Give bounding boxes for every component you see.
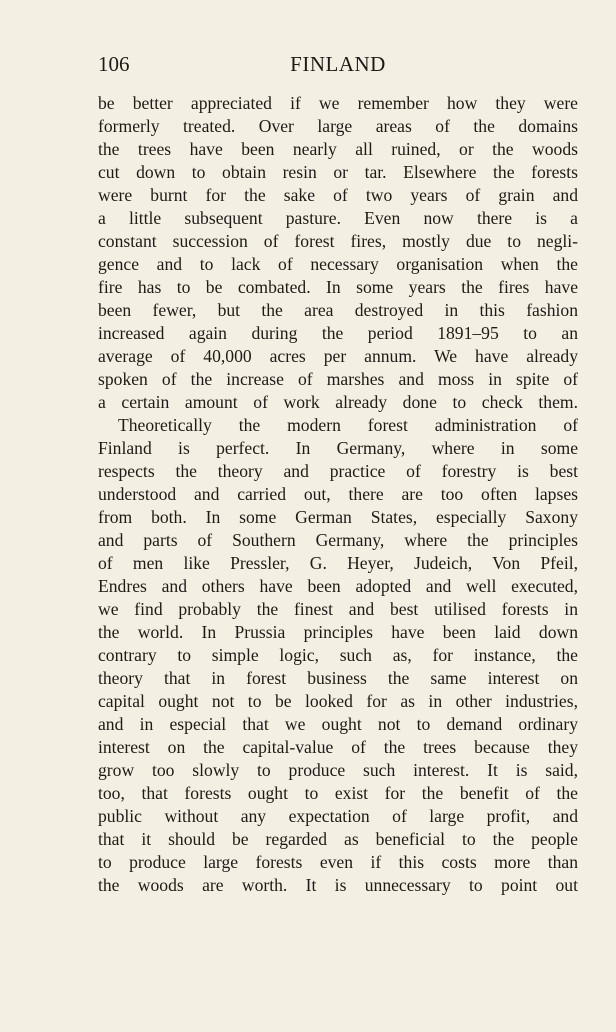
text-line: Finland is perfect. In Germany, where in some [98, 438, 578, 458]
text-line: the trees have been nearly all ruined, or the woods [98, 139, 578, 159]
text-line: a certain amount of work already done to check them. [98, 392, 578, 412]
text-line: grow too slowly to produce such interest. It is said, [98, 760, 578, 780]
text-line: increased again during the period 1891–95 to an [98, 323, 578, 343]
page-number: 106 [98, 52, 130, 76]
text-line: fire has to be combated. In some years the fires have [98, 277, 578, 297]
text-line: and parts of Southern Germany, where the principles [98, 530, 578, 550]
text-line: too, that forests ought to exist for the benefit of the [98, 783, 578, 803]
text-line: Endres and others have been adopted and well executed, [98, 576, 578, 596]
text-line: we find probably the finest and best utilised forests in [98, 599, 578, 619]
text-line: the woods are worth. It is unnecessary to point out [98, 875, 578, 895]
text-line: from both. In some German States, especially Saxony [98, 507, 578, 527]
text-line: Theoretically the modern forest administration of [118, 415, 578, 435]
text-line: the world. In Prussia principles have been laid down [98, 622, 578, 642]
text-line: and in especial that we ought not to demand ordinary [98, 714, 578, 734]
body-text [98, 92, 578, 897]
text-line: were burnt for the sake of two years of grain and [98, 185, 578, 205]
text-line: contrary to simple logic, such as, for instance, the [98, 645, 578, 665]
page-heading: FINLAND [290, 52, 386, 76]
text-line: of men like Pressler, G. Heyer, Judeich, Von Pfeil, [98, 553, 578, 573]
text-line: cut down to obtain resin or tar. Elsewhere the forests [98, 162, 578, 182]
text-line: spoken of the increase of marshes and moss in spite of [98, 369, 578, 389]
text-line: capital ought not to be looked for as in other industries, [98, 691, 578, 711]
text-line: gence and to lack of necessary organisation when the [98, 254, 578, 274]
text-line: that it should be regarded as beneficial to the people [98, 829, 578, 849]
text-line: understood and carried out, there are too often lapses [98, 484, 578, 504]
text-line: average of 40,000 acres per annum. We have already [98, 346, 578, 366]
text-line: a little subsequent pasture. Even now there is a [98, 208, 578, 228]
running-head [98, 52, 578, 82]
text-line: to produce large forests even if this costs more than [98, 852, 578, 872]
text-line: constant succession of forest fires, mostly due to negli- [98, 231, 578, 251]
text-line: interest on the capital-value of the trees because they [98, 737, 578, 757]
text-line: theory that in forest business the same interest on [98, 668, 578, 688]
text-line: respects the theory and practice of forestry is best [98, 461, 578, 481]
text-line: formerly treated. Over large areas of the domains [98, 116, 578, 136]
text-line: public without any expectation of large profit, and [98, 806, 578, 826]
text-line: been fewer, but the area destroyed in this fashion [98, 300, 578, 320]
text-line: be better appreciated if we remember how they were [98, 93, 578, 113]
